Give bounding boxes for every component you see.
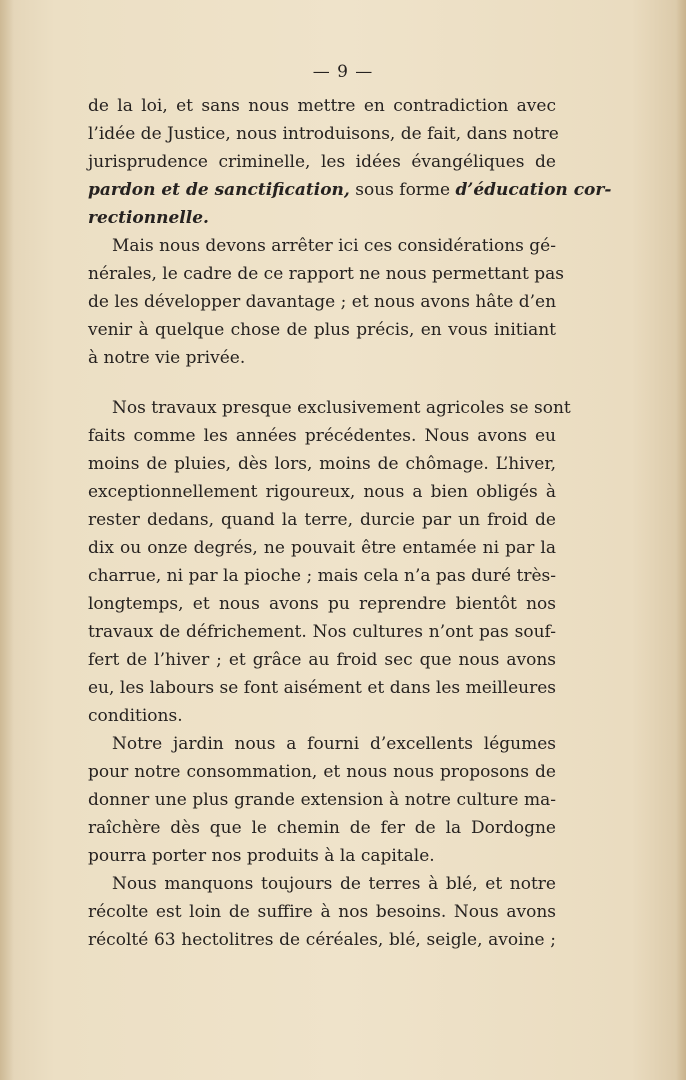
text-run: Mais nous devons arrêter ici ces considérations gé-: [112, 236, 556, 256]
text-run: l’idée de Justice, nous introduisons, de fait, dans notre: [88, 124, 559, 144]
text-run: fert de l’hiver ; et grâce au froid sec que nous avons: [88, 650, 556, 670]
text-line: [88, 506, 556, 534]
text-run: eu, les labours se font aisément et dans les meilleures: [88, 678, 556, 698]
text-line: [88, 92, 556, 120]
page-number: — 9 —: [312, 62, 374, 82]
text-line: [88, 422, 556, 450]
text-line: [88, 450, 556, 478]
paragraph: [88, 730, 556, 870]
text-run: rester dedans, quand la terre, durcie par un froid de: [88, 510, 556, 530]
text-run: récolté 63 hectolitres de céréales, blé, seigle, avoine ;: [88, 930, 556, 950]
text-run: Nous manquons toujours de terres à blé, et notre: [112, 874, 556, 894]
text-run: à notre vie privée.: [88, 348, 246, 368]
italic-phrase: d’éducation cor-: [455, 180, 612, 200]
text-run: travaux de défrichement. Nos cultures n’ont pas souf-: [88, 622, 556, 642]
text-line: [88, 646, 556, 674]
text-run: conditions.: [88, 706, 183, 726]
text-line: [88, 316, 556, 344]
italic-phrase: pardon et de sanctification,: [88, 180, 350, 200]
text-run: dix ou onze degrés, ne pouvait être entamée ni par la: [88, 538, 556, 558]
text-run: Nos travaux presque exclusivement agricoles se sont: [112, 398, 571, 418]
text-line: [88, 758, 556, 786]
paragraph: [88, 870, 556, 954]
text-run: jurisprudence criminelle, les idées évangéliques de: [88, 152, 556, 172]
paragraph: [88, 232, 564, 372]
text-line: [88, 842, 556, 870]
text-line: [88, 478, 556, 506]
text-line: [88, 120, 559, 148]
text-run: pourra porter nos produits à la capitale.: [88, 846, 435, 866]
text-line: [88, 590, 556, 618]
page-shadow-right: [676, 0, 686, 1080]
italic-phrase: rectionnelle.: [88, 208, 209, 228]
text-line: [88, 870, 556, 898]
text-line: [88, 814, 556, 842]
text-line: [88, 926, 556, 954]
text-run: longtemps, et nous avons pu reprendre bientôt nos: [88, 594, 556, 614]
text-run: de la loi, et sans nous mettre en contradiction avec: [88, 96, 556, 116]
text-line: [88, 674, 556, 702]
text-run: pour notre consommation, et nous nous proposons de: [88, 762, 556, 782]
text-run: sous forme: [349, 180, 456, 200]
text-line: [88, 344, 556, 372]
text-line: [88, 618, 556, 646]
text-line: [88, 288, 556, 316]
text-run: venir à quelque chose de plus précis, en vous initiant: [88, 320, 556, 340]
text-line: [88, 394, 571, 422]
text-line: [88, 176, 612, 204]
text-line: [88, 260, 564, 288]
text-line: [88, 534, 556, 562]
text-run: charrue, ni par la pioche ; mais cela n’a pas duré très-: [88, 566, 556, 586]
page-shadow-left: [0, 0, 14, 1080]
paragraph: [88, 92, 612, 232]
text-run: exceptionnellement rigoureux, nous a bien obligés à: [88, 482, 556, 502]
text-run: de les développer davantage ; et nous avons hâte d’en: [88, 292, 557, 312]
text-run: Notre jardin nous a fourni d’excellents légumes: [112, 734, 556, 754]
text-run: moins de pluies, dès lors, moins de chômage. L’hiver,: [88, 454, 556, 474]
text-line: [88, 148, 556, 176]
text-run: récolte est loin de suffire à nos besoins. Nous avons: [88, 902, 556, 922]
text-line: [88, 232, 556, 260]
text-line: [88, 204, 556, 232]
text-line: [88, 702, 556, 730]
paragraph-gap: [88, 372, 556, 394]
text-line: [88, 898, 556, 926]
body-text: [88, 92, 612, 954]
text-run: nérales, le cadre de ce rapport ne nous permettant pas: [88, 264, 564, 284]
text-line: [88, 786, 556, 814]
text-run: donner une plus grande extension à notre culture ma-: [88, 790, 556, 810]
text-run: raîchère dès que le chemin de fer de la Dordogne: [88, 818, 556, 838]
text-run: faits comme les années précédentes. Nous avons eu: [88, 426, 556, 446]
paragraph: [88, 394, 571, 730]
text-line: [88, 730, 556, 758]
text-line: [88, 562, 556, 590]
